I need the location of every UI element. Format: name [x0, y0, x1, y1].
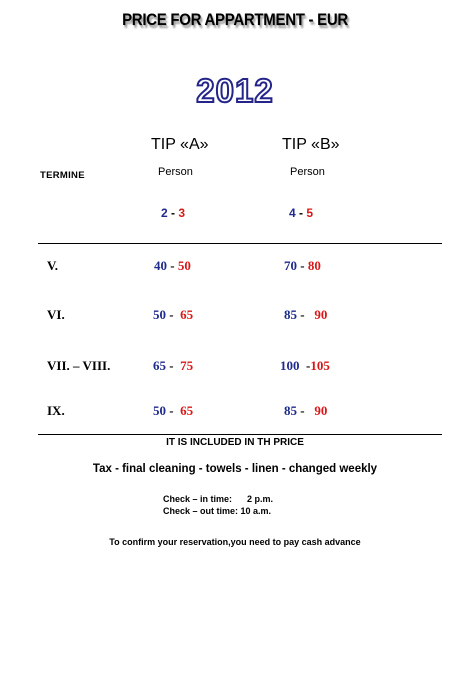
termine-label: TERMINE — [40, 170, 85, 181]
tip-a-price — [153, 307, 193, 323]
tip-a-price-low: 50 — [153, 307, 166, 322]
tip-a-price-high: 65 — [180, 403, 194, 418]
tip-a-person-min: 2 — [161, 206, 168, 220]
tip-a-price — [153, 358, 193, 374]
row-month-label: VII. – VIII. — [47, 358, 111, 373]
price-sep: - — [169, 307, 174, 322]
tip-a-person-sep: - — [171, 206, 176, 220]
tip-a-person-range — [161, 206, 185, 220]
tip-a-price-low: 50 — [153, 403, 166, 418]
price-sep: - — [300, 307, 305, 322]
price-sep: - — [169, 358, 174, 373]
tip-a-price-high: 75 — [180, 358, 194, 373]
tip-b-price-low: 85 — [284, 307, 297, 322]
tip-b-price — [284, 307, 327, 323]
tip-b-person-max: 5 — [306, 206, 314, 220]
price-sep: - — [300, 258, 305, 273]
tip-a-heading: TIP «A» — [151, 136, 209, 153]
tip-b-price — [280, 358, 330, 374]
tip-b-person-min: 4 — [289, 206, 296, 220]
tip-b-price-high: 80 — [307, 258, 321, 273]
tip-b-price-low: 85 — [284, 403, 297, 418]
tip-a-price-high: 65 — [180, 307, 194, 322]
row-month-label: IX. — [47, 403, 65, 418]
row-month-label: VI. — [47, 307, 65, 322]
tip-b-person-label: Person — [290, 166, 325, 178]
page-title: PRICE FOR APPARTMENT - EUR — [122, 10, 348, 29]
tip-b-price-low: 70 — [284, 258, 297, 273]
row-month-label: V. — [47, 258, 58, 273]
included-items: Tax - final cleaning - towels - linen - changed weekly — [92, 463, 378, 475]
tip-a-price — [153, 403, 193, 419]
tip-b-price-high: 90 — [314, 307, 328, 322]
tip-b-price-high: 105 — [310, 358, 330, 373]
tip-a-person-label: Person — [158, 166, 193, 178]
tip-b-person-sep: - — [299, 206, 304, 220]
tip-b-price-low: 100 — [280, 358, 300, 373]
confirm-note: To confirm your reservation,you need to pay cash advance — [109, 537, 361, 547]
tip-a-price-low: 40 — [154, 258, 167, 273]
price-sep: - — [306, 358, 311, 373]
table-bottom-rule — [38, 434, 442, 435]
tip-a-price-high: 50 — [177, 258, 191, 273]
tip-a-price-low: 65 — [153, 358, 166, 373]
tip-a-person-max: 3 — [178, 206, 186, 220]
tip-b-price-high: 90 — [314, 403, 328, 418]
price-sep: - — [169, 403, 174, 418]
table-top-rule — [38, 243, 442, 244]
tip-b-heading: TIP «B» — [282, 136, 340, 153]
year-heading: 2012 — [196, 72, 274, 109]
tip-b-person-range — [289, 206, 313, 220]
check-in-time: Check – in time: 2 p.m. — [163, 494, 274, 504]
tip-b-price — [284, 403, 327, 419]
price-sep: - — [170, 258, 175, 273]
check-out-time: Check – out time: 10 a.m. — [163, 506, 272, 516]
tip-b-price — [284, 258, 321, 274]
included-heading: IT IS INCLUDED IN TH PRICE — [166, 437, 304, 448]
price-sep: - — [300, 403, 305, 418]
tip-a-price — [154, 258, 191, 274]
